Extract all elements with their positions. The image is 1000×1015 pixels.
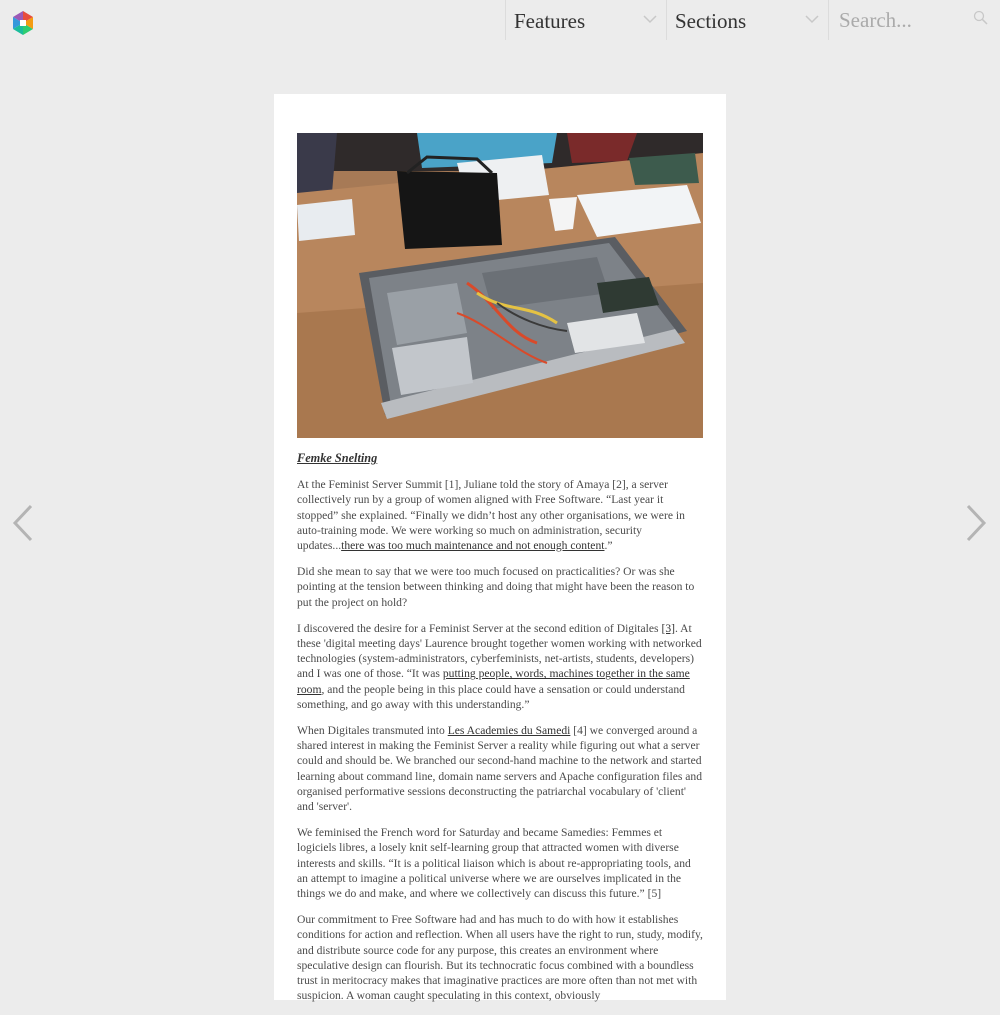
paragraph-text: .”: [604, 539, 613, 553]
author-link[interactable]: Femke Snelting: [297, 451, 378, 465]
paragraph-5: We feminised the French word for Saturday and became Samedies: Femmes et logiciels libres, a losely knit self-learning group that attracted women with diverse interests and skills. “It is a political liaison which is about re-appropriating tools, and an attempt to imagine a political universe where we are ourselves implicated in the things we do and make, and where we collectively can discuss this future.” [5]: [297, 826, 691, 901]
paragraph-text: [4] we converged around a shared interest in making the Feminist Server a reality while figuring out what a server could and should be. We branched our second-hand machine to the network and started learning about command line, domain name servers and Apache configuration files and organised performative sessions deconstructing the patriarchal vocabulary of 'client' and 'server'.: [297, 724, 703, 814]
paragraph-text: I discovered the desire for a Feminist Server at the second edition of Digitales: [297, 621, 662, 635]
same-room-quote-link[interactable]: putting people, words, machines together in the same room: [297, 667, 690, 696]
chevron-right-icon[interactable]: [964, 503, 988, 543]
paragraph-text: When Digitales transmuted into: [297, 724, 448, 738]
paragraph-text: At the Feminist Server Summit [1], Juliane told the story of Amaya [2], a server collectively run by a group of women aligned with Free Software. “Last year it stopped” she explained. “Finally we didn’t host any other organisations, we were in auto-training mode. We were working so much on administration, security updates...: [297, 478, 685, 553]
article-photo: [297, 133, 703, 438]
nav-sections-dropdown[interactable]: [666, 0, 828, 40]
academies-link[interactable]: Les Academies du Samedi: [447, 724, 571, 738]
maintenance-quote-link[interactable]: there was too much maintenance and not enough content: [341, 539, 605, 553]
logo-icon[interactable]: [11, 11, 35, 35]
chevron-down-icon: [805, 14, 819, 24]
nav-sections-label: Sections: [675, 9, 747, 33]
chevron-down-icon: [643, 14, 657, 24]
paragraph-3: [297, 621, 703, 712]
article-body: [297, 451, 703, 1015]
paragraph-text: , and the people being in this place could have a sensation or could understand something, and go away with this understanding.”: [297, 682, 685, 711]
footnote-3-link[interactable]: [3]: [661, 621, 675, 635]
paragraph-4: [297, 723, 703, 814]
paragraph-6: Our commitment to Free Software had and has much to do with how it establishes conditions for action and reflection. When all users have the right to run, study, modify, and distribute source code for any purpose, this creates an environment where speculative design can flourish. But its technocratic focus combined with a boundless trust in meritocracy makes that imaginative practices are more often than not met with suspicion. A woman caught speculating in this context, obviously: [297, 913, 703, 1003]
article-card: [274, 94, 726, 1003]
search-box: [828, 0, 1000, 40]
paragraph-1: [297, 477, 703, 553]
top-bar: [0, 0, 1000, 40]
nav-features-dropdown[interactable]: [505, 0, 666, 40]
chevron-left-icon[interactable]: [11, 503, 35, 543]
search-icon[interactable]: [973, 10, 988, 25]
nav-features-label: Features: [514, 9, 586, 33]
paragraph-text: . At these 'digital meeting days' Laurence brought together women working with networked technologies (system-administrators, cyberfeminists, net-artists, students, developers) and I was one of those. “It was: [297, 621, 702, 681]
search-input[interactable]: [839, 4, 964, 36]
paragraph-2: Did she mean to say that we were too much focused on practicalities? Or was she pointing at the tension between thinking and doing that might have been the reason to put the project on hold?: [297, 565, 695, 609]
